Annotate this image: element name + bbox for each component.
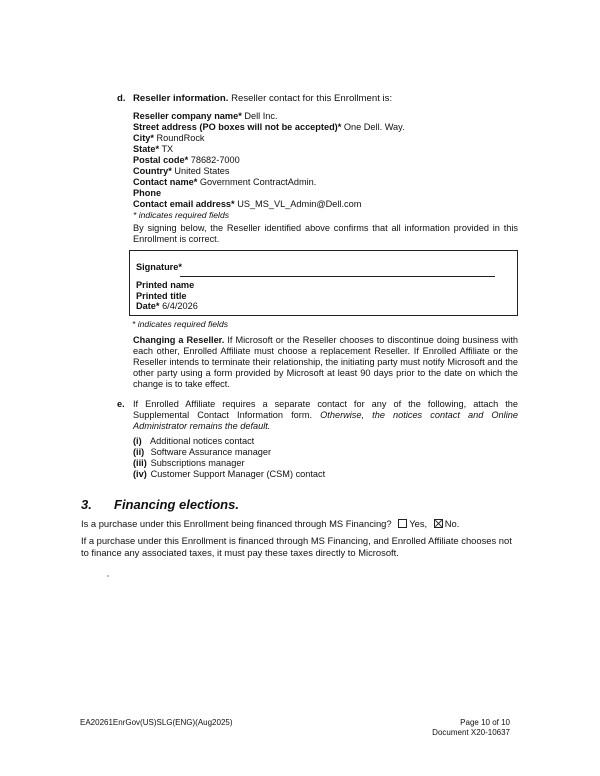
field-street [133, 122, 405, 133]
item-d-label: d. [117, 93, 126, 104]
changing-text: If Microsoft or the Reseller chooses to discontinue doing business with each other, Enrolled Affiliate must choose a replacement Reseller. If Enrolled Affiliate or the Reseller intends to terminate their relationship, the initiating party must notify Microsoft and the other party using a form provided by Microsoft at least 90 days prior to the date on which the change is to take effect. [133, 335, 518, 389]
changing-heading: Changing a Reseller. [133, 335, 225, 345]
footer-doc-code: EA20261EnrGov(US)SLG(ENG)(Aug2025) [80, 718, 233, 727]
date-value: 6/4/2026 [162, 301, 198, 311]
required-note-2: * indicates required fields [132, 319, 229, 329]
list-item [133, 436, 325, 447]
yes-checkbox[interactable] [398, 519, 407, 528]
field-email [133, 199, 405, 210]
date-label: Date* [136, 301, 160, 311]
signature-line[interactable] [180, 276, 495, 277]
yes-label: Yes, [409, 518, 428, 529]
item-e-italic: Otherwise, the notices contact and Online Administrator remains the default. [133, 410, 518, 431]
field-country [133, 166, 405, 177]
field-contact [133, 177, 405, 188]
printed-title-label: Printed title [136, 291, 187, 301]
footer-page-info [432, 718, 510, 738]
field-phone [133, 188, 405, 199]
list-item [133, 469, 325, 480]
signature-label: Signature* [136, 262, 182, 272]
section-number: 3. [81, 497, 92, 512]
field-label: Country* [133, 166, 172, 176]
reseller-heading-line [133, 93, 392, 104]
page-number: Page 10 of 10 [460, 718, 510, 727]
reseller-heading-rest: Reseller contact for this Enrollment is: [231, 93, 393, 104]
field-value: TX [161, 144, 174, 154]
item-e-label: e. [117, 399, 125, 409]
list-item [133, 458, 325, 469]
reseller-info-block [133, 111, 405, 221]
item-e-text: If Enrolled Affiliate requires a separate contact for any of the following, attach the Supplemental Contact Information form. [133, 399, 518, 420]
field-value: Dell Inc. [244, 111, 278, 121]
list-text: Customer Support Manager (CSM) contact [150, 469, 326, 479]
list-num: (i) [133, 436, 142, 446]
date-row [136, 301, 198, 312]
contact-list [133, 436, 325, 480]
field-state [133, 144, 405, 155]
list-text: Additional notices contact [150, 436, 255, 446]
list-text: Software Assurance manager [150, 447, 272, 457]
item-e-paragraph [133, 399, 518, 432]
field-label: Postal code* [133, 155, 189, 165]
field-label: City* [133, 133, 154, 143]
no-label: No. [444, 518, 460, 529]
field-company [133, 111, 405, 122]
field-label: Street address (PO boxes will not be accepted)* [133, 122, 342, 132]
no-checkbox[interactable] [434, 519, 443, 528]
financing-question-row [81, 518, 459, 529]
list-num: (ii) [133, 447, 145, 457]
list-item [133, 447, 325, 458]
field-label: Reseller company name* [133, 111, 242, 121]
section-title: Financing elections. [114, 497, 239, 512]
field-label: Contact name* [133, 177, 198, 187]
field-value: One Dell. Way. [343, 122, 405, 132]
signing-paragraph: By signing below, the Reseller identified above confirms that all information provided in this Enrollment is correct. [133, 223, 518, 244]
document-number: Document X20-10637 [432, 728, 510, 737]
scan-speck [107, 575, 109, 577]
field-city [133, 133, 405, 144]
field-value: 78682-7000 [190, 155, 240, 165]
reseller-heading: Reseller information. [133, 93, 229, 104]
financing-question: Is a purchase under this Enrollment being financed through MS Financing? [81, 518, 392, 529]
changing-reseller-paragraph [133, 335, 518, 390]
field-value: Government ContractAdmin. [199, 177, 317, 187]
field-label: Contact email address* [133, 199, 235, 209]
field-value: United States [174, 166, 230, 176]
list-num: (iii) [133, 458, 147, 468]
field-postal [133, 155, 405, 166]
list-num: (iv) [133, 469, 147, 479]
required-note: * indicates required fields [133, 210, 230, 220]
field-label: Phone [133, 188, 162, 198]
printed-name-label: Printed name [136, 280, 195, 290]
list-text: Subscriptions manager [150, 458, 245, 468]
field-label: State* [133, 144, 160, 154]
field-value: US_MS_VL_Admin@Dell.com [237, 199, 362, 209]
field-value: RoundRock [156, 133, 205, 143]
financing-paragraph: If a purchase under this Enrollment is financed through MS Financing, and Enrolled Affiliate chooses not to finance any associated taxes, it must pay these taxes directly to Microsoft. [81, 535, 512, 558]
